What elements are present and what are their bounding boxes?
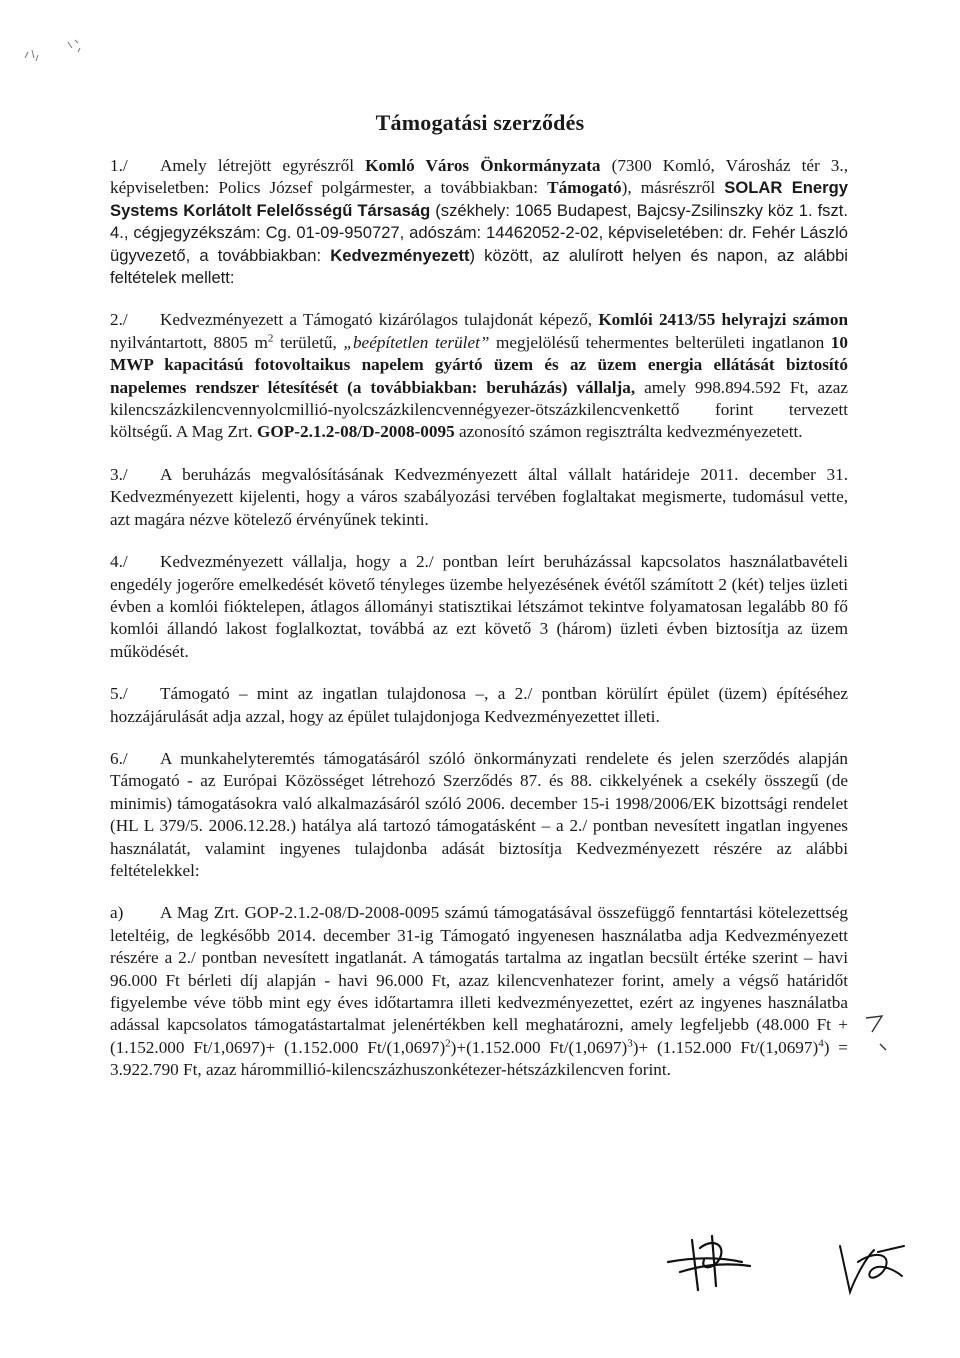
paragraph-number: a) — [110, 903, 124, 923]
paragraph-number: 2./ — [110, 310, 128, 330]
signature-beneficiary — [840, 1246, 904, 1292]
paragraph-number: 4./ — [110, 552, 128, 572]
margin-pen-mark — [862, 1010, 892, 1060]
paragraph-2: 2./ Kedvezményezett a Támogató kizárólagos tulajdonát képező, Komlói 2413/55 helyrajzi számon nyilvántartott, 8805 $m^2$ területű, „beépítetlen terület” megjelölésű tehermentes belterületi ingatlanon 10 MWP kapacitású fotovoltaikus napelem gyártó üzem és az üzem energia ellátását biztosító napelemes rendszer létesítését (a továbbiakban: beruházás) vállalja, amely 998.894.592 Ft, azaz kilencszázkilencvennyolcmillió-nyolcszázkilencvennégyezer-ötszázkilencvenkettő forint tervezett költségű. A Mag Zrt. GOP-2.1.2-08/D-2008-0095 azonosító számon regisztrálta kedvezményezetett. — [110, 310, 848, 442]
paragraph-number: 3./ — [110, 464, 128, 484]
paragraph-number: 6./ — [110, 748, 128, 768]
paragraph-a: a) A Mag Zrt. GOP-2.1.2-08/D-2008-0095 számú támogatásával összefüggő fenntartási kötelezettség leteltéig, de legkésőbb 2014. december 31-ig Támogató ingyenesen használatba adja Kedvezményezett részére a 2./ pontban nevesített ingatlanát. A támogatás tartalma az ingatlan becsült értéke szerint – havi 96.000 Ft bérleti díj alapján - havi 96.000 Ft, azaz kilencvenhatezer forint, amely a végső határidőt figyelembe véve több mint egy éves időtartamra illeti kedvezményezettet, ezért az ingyenes használatba adással kapcsolatos támogatástartalmat jelenértékben kell meghatározni, amely legfeljebb (48.000 Ft + (1.152.000 Ft/1,0697)+ (1.152.000 $Ft/(1,0697)^2)+(1.152.000$ $Ft/(1,0697)^3)+ (1.152.000$ $Ft/(1,0697)^4) = 3.922.790$ Ft, azaz hárommillió-kilencszázhuszonkétezer-hétszázkilencven forint. — [110, 903, 849, 1080]
paragraph-4: 4./ Kedvezményezett vállalja, hogy a 2./ pontban leírt beruházással kapcsolatos használatbavételi engedély jogerőre emelkedését követő tényleges üzembe helyezésének évétől számított 2 (két) teljes üzleti évben a komlói fióktelepen, átlagos állományi statisztikai létszámot tekintve folyamatosan legalább 80 fő komlói állandó lakost foglalkoztat, továbbá az ezt követő 3 (három) üzleti évben biztosítja az üzem működését. — [110, 552, 848, 661]
document-body — [110, 155, 848, 1097]
scan-artifact — [20, 30, 90, 70]
paragraph-1: 1./ Amely létrejött egyrészről Komló Város Önkormányzata (7300 Komló, Városház tér 3., képviseletben: Polics József polgármester, a továbbiakban: Támogató), másrészről SOLAR Energy Systems Korlátolt Felelősségű Társaság (székhely: 1065 Budapest, Bajcsy-Zsilinszky köz 1. fszt. 4., cégjegyzékszám: Cg. 01-09-950727, adószám: 14462052-2-02, képviseletében: dr. Fehér László ügyvezető, a továbbiakban: Kedvezményezett) között, az alulírott helyen és napon, az alábbi feltételek mellett: — [110, 156, 848, 288]
paragraph-6: 6./ A munkahelyteremtés támogatásáról szóló önkormányzati rendelete és jelen szerződés alapján Támogató - az Európai Közösséget létrehozó Szerződés 87. és 88. cikkelyének a csekély összegű (de minimis) támogatásokra való alkalmazásáról szóló 2006. december 15-i 1998/2006/EK bizottsági rendelet (HL L 379/5. 2006.12.28.) hatálya alá tartozó támogatásként – a 2./ pontban nevesített ingatlan ingyenes használatát, valamint ingyenes tulajdonba adását biztosítja Kedvezményezett részére az alábbi feltételekkel: — [110, 748, 848, 880]
document-title: Támogatási szerződés — [375, 110, 585, 135]
paragraph-5: 5./ Támogató – mint az ingatlan tulajdonosa –, a 2./ pontban körülírt épület (üzem) építéséhez hozzájárulását adja azzal, hogy az épület tulajdonjoga Kedvezményezettet illeti. — [110, 684, 848, 726]
paragraph-3: 3./ A beruházás megvalósításának Kedvezményezett által vállalt határideje 2011. december 31. Kedvezményezett kijelenti, hogy a város szabályozási tervében foglaltakat megismerte, tudomásul vette, azt magára nézve kötelező érvényűnek tekinti. — [110, 464, 848, 529]
paragraph-number: 5./ — [110, 684, 128, 704]
signature-support-giver — [668, 1236, 750, 1290]
paragraph-number: 1./ — [110, 156, 128, 175]
